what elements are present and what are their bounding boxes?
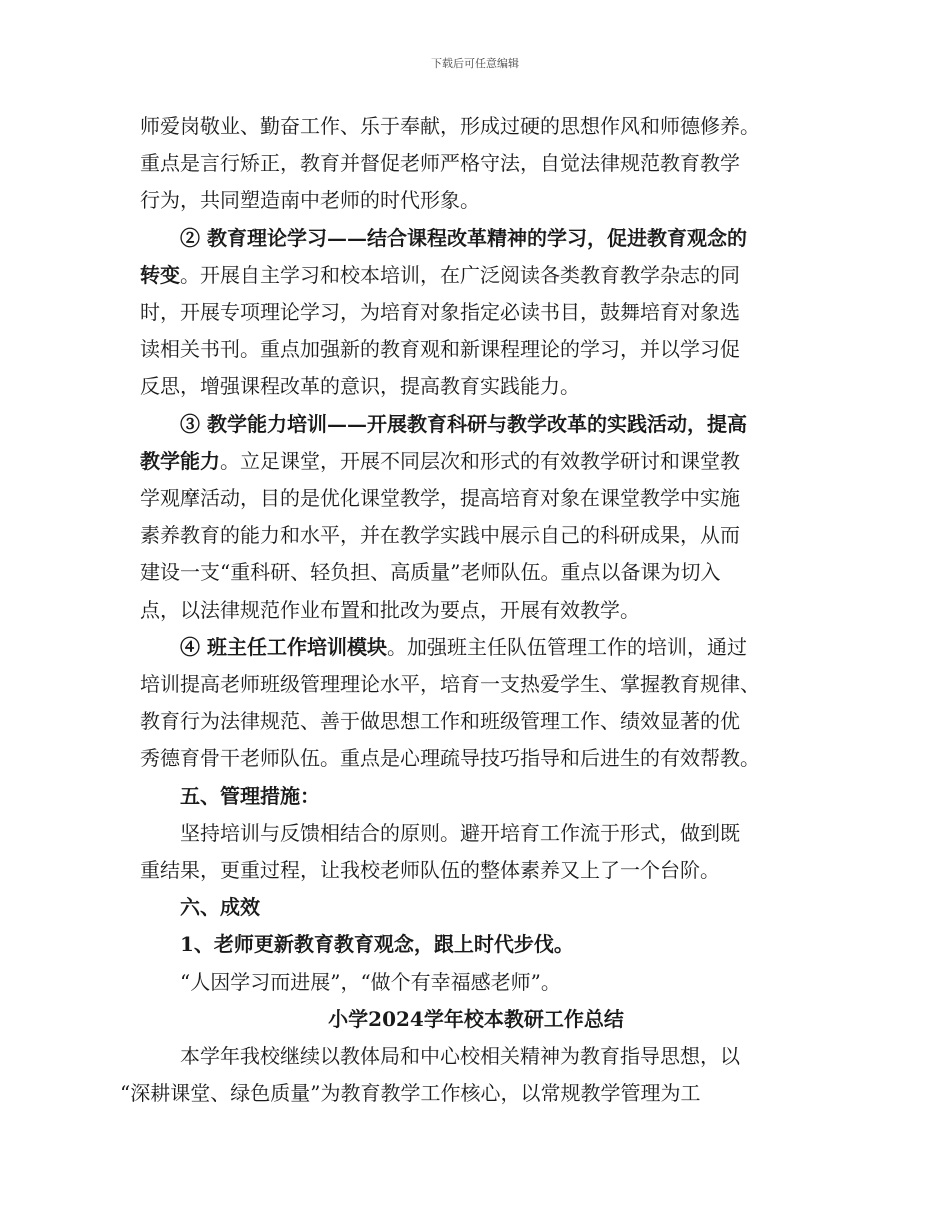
text-line: 时，开展专项理论学习，为培育对象指定必读书目，鼓舞培育对象选: [140, 300, 740, 325]
section-heading: 六、成效: [180, 895, 260, 920]
text-line: 师爱岗敬业、勤奋工作、乐于奉献，形成过硬的思想作风和师德修养。: [140, 114, 760, 138]
text-line: [140, 257, 812, 294]
document-title: 小学2024学年校本教研工作总结: [328, 1006, 624, 1031]
text-span: 。加强班主任队伍管理工作的培训，通过: [386, 634, 747, 659]
bold-text: ④ 班主任工作培训模块: [180, 634, 387, 659]
text-line: 坚持培训与反馈相结合的原则。避开培育工作流于形式，做到既: [180, 820, 740, 845]
text-line: 秀德育骨干老师队伍。重点是心理疏导技巧指导和后进生的有效帮教。: [140, 746, 760, 771]
document-body: [120, 108, 812, 1112]
bold-text: 教学能力: [140, 448, 220, 473]
subsection-heading: 1、老师更新教育教育观念，跟上时代步伐。: [180, 932, 574, 957]
text-line: [140, 443, 812, 480]
bold-text: 转变: [140, 262, 180, 287]
text-line: 点，以法律规范作业布置和批改为要点，开展有效教学。: [140, 597, 640, 622]
section-heading: ② 教育理论学习——结合课程改革精神的学习，促进教育观念的: [180, 225, 747, 250]
text-line: 素养教育的能力和水平，并在教学实践中展示自己的科研成果，从而: [140, 523, 740, 548]
text-line: 重点是言行矫正，教育并督促老师严格守法，自觉法律规范教育教学: [140, 151, 740, 176]
text-line: 行为，共同塑造南中老师的时代形象。: [140, 188, 480, 213]
text-line: 反思，增强课程改革的意识，提高教育实践能力。: [140, 374, 580, 399]
text-span: 。开展自主学习和校本培训，在广泛阅读各类教育教学杂志的同: [180, 262, 740, 287]
text-span: 。立足课堂，开展不同层次和形式的有效教学研讨和课堂教: [220, 448, 740, 473]
text-line: 读相关书刊。重点加强新的教育观和新课程理论的学习，并以学习促: [140, 337, 740, 362]
section-heading: ③ 教学能力培训——开展教育科研与教学改革的实践活动，提高: [180, 411, 747, 436]
text-line: 本学年我校继续以教体局和中心校相关精神为教育指导思想，以: [180, 1044, 740, 1069]
section-heading: 五、管理措施：: [180, 783, 320, 808]
text-line: [140, 629, 812, 666]
page-header: 下载后可任意编辑: [431, 57, 519, 70]
text-line: 建设一支“重科研、轻负担、高质量”老师队伍。重点以备课为切入: [140, 560, 721, 585]
text-line: 培训提高老师班级管理理论水平，培育一支热爱学生、掌握教育规律、: [140, 672, 760, 697]
text-line: 教育行为法律规范、善于做思想工作和班级管理工作、绩效显著的优: [140, 709, 740, 734]
text-line: “深耕课堂、绿色质量”为教育教学工作核心，以常规教学管理为工: [120, 1081, 701, 1106]
text-line: 重结果，更重过程，让我校老师队伍的整体素养又上了一个台阶。: [140, 858, 720, 883]
text-line: “人因学习而进展”，“做个有幸福感老师”。: [180, 969, 561, 994]
text-line: 学观摩活动，目的是优化课堂教学，提高培育对象在课堂教学中实施: [140, 486, 740, 511]
